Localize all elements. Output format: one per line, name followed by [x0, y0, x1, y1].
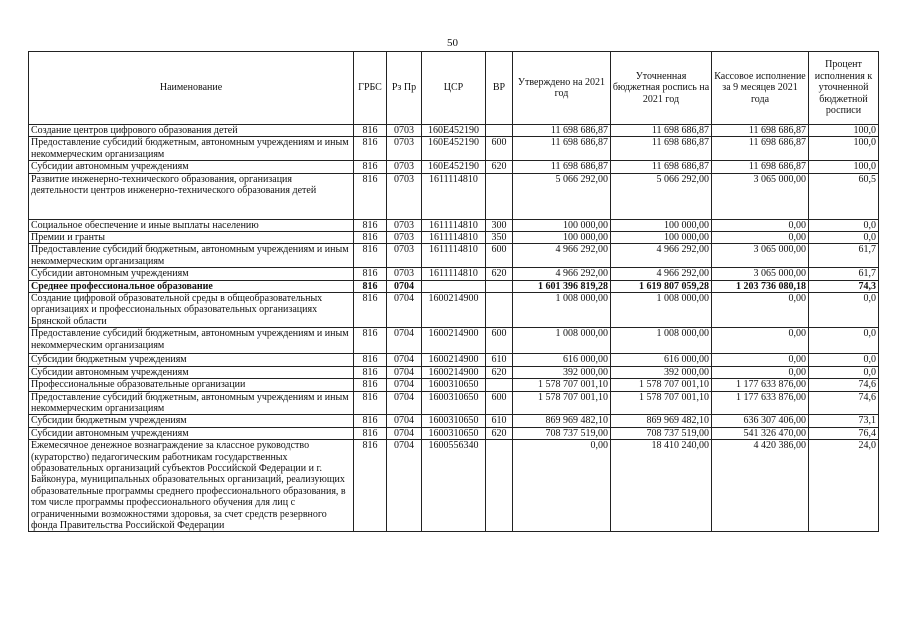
header-rzpr: Рз Пр: [387, 52, 422, 125]
cell-cash: 541 326 470,00: [712, 427, 809, 439]
cell-rzpr: 0704: [387, 354, 422, 366]
cell-grbs: 816: [354, 268, 387, 280]
cell-percent: 61,7: [809, 244, 879, 268]
cell-name: Развитие инженерно-технического образования, организация деятельности центров инженерно-технического образования детей: [29, 173, 354, 219]
header-grbs: ГРБС: [354, 52, 387, 125]
cell-vr: 600: [486, 328, 513, 354]
cell-refined: 708 737 519,00: [611, 427, 712, 439]
cell-approved: 4 966 292,00: [513, 244, 611, 268]
cell-grbs: 816: [354, 173, 387, 219]
cell-approved: 616 000,00: [513, 354, 611, 366]
table-row-section: [29, 280, 879, 292]
cell-vr: [486, 125, 513, 137]
cell-name: Социальное обеспечение и иные выплаты населению: [29, 219, 354, 231]
cell-approved: 4 966 292,00: [513, 268, 611, 280]
cell-cash: 11 698 686,87: [712, 125, 809, 137]
cell-refined: 1 578 707 001,10: [611, 379, 712, 391]
table-row: [29, 268, 879, 280]
cell-refined: 11 698 686,87: [611, 137, 712, 161]
cell-refined: 100 000,00: [611, 232, 712, 244]
cell-vr: 620: [486, 161, 513, 173]
cell-name: Премии и гранты: [29, 232, 354, 244]
cell-vr: 620: [486, 427, 513, 439]
cell-percent: 74,6: [809, 379, 879, 391]
cell-refined: 1 008 000,00: [611, 328, 712, 354]
page-number: 50: [447, 37, 458, 49]
cell-vr: 600: [486, 137, 513, 161]
cell-vr: 610: [486, 354, 513, 366]
cell-csr: 1600214900: [422, 366, 486, 378]
table-row: [29, 379, 879, 391]
cell-rzpr: 0703: [387, 219, 422, 231]
header-csr: ЦСР: [422, 52, 486, 125]
cell-csr: 160E452190: [422, 161, 486, 173]
cell-percent: 0,0: [809, 366, 879, 378]
cell-grbs: 816: [354, 280, 387, 292]
cell-vr: [486, 293, 513, 328]
cell-refined: 18 410 240,00: [611, 440, 712, 532]
cell-csr: 1600310650: [422, 427, 486, 439]
cell-name: Субсидии автономным учреждениям: [29, 268, 354, 280]
cell-refined: 1 578 707 001,10: [611, 391, 712, 415]
cell-name: Предоставление субсидий бюджетным, автономным учреждениям и иным некоммерческим организациям: [29, 391, 354, 415]
cell-vr: 600: [486, 391, 513, 415]
cell-approved: 1 578 707 001,10: [513, 379, 611, 391]
cell-refined: 11 698 686,87: [611, 125, 712, 137]
cell-refined: 5 066 292,00: [611, 173, 712, 219]
cell-grbs: 816: [354, 125, 387, 137]
table-row: [29, 161, 879, 173]
cell-cash: 0,00: [712, 328, 809, 354]
cell-percent: 74,6: [809, 391, 879, 415]
header-vr: ВР: [486, 52, 513, 125]
cell-cash: 1 203 736 080,18: [712, 280, 809, 292]
cell-rzpr: 0704: [387, 427, 422, 439]
header-approved: Утверждено на 2021 год: [513, 52, 611, 125]
table-row: [29, 415, 879, 427]
header-row: [29, 52, 879, 125]
cell-approved: 869 969 482,10: [513, 415, 611, 427]
cell-approved: 392 000,00: [513, 366, 611, 378]
table-row: [29, 137, 879, 161]
cell-cash: 1 177 633 876,00: [712, 379, 809, 391]
cell-cash: 11 698 686,87: [712, 137, 809, 161]
cell-percent: 100,0: [809, 137, 879, 161]
header-refined: Уточненная бюджетная роспись на 2021 год: [611, 52, 712, 125]
cell-grbs: 816: [354, 379, 387, 391]
cell-csr: 1600310650: [422, 391, 486, 415]
cell-approved: 0,00: [513, 440, 611, 532]
cell-rzpr: 0704: [387, 440, 422, 532]
cell-refined: 1 619 807 059,28: [611, 280, 712, 292]
cell-csr: 1611114810: [422, 219, 486, 231]
cell-csr: 1600310650: [422, 379, 486, 391]
table-row: [29, 354, 879, 366]
cell-approved: 100 000,00: [513, 219, 611, 231]
cell-vr: [486, 440, 513, 532]
cell-csr: 1600556340: [422, 440, 486, 532]
cell-name: Субсидии бюджетным учреждениям: [29, 415, 354, 427]
cell-rzpr: 0703: [387, 244, 422, 268]
cell-rzpr: 0704: [387, 391, 422, 415]
table-row: [29, 366, 879, 378]
table-row: [29, 232, 879, 244]
cell-name: Предоставление субсидий бюджетным, автономным учреждениям и иным некоммерческим организациям: [29, 137, 354, 161]
cell-csr: 160E452190: [422, 137, 486, 161]
cell-percent: 0,0: [809, 328, 879, 354]
cell-percent: 0,0: [809, 219, 879, 231]
cell-rzpr: 0703: [387, 268, 422, 280]
cell-rzpr: 0703: [387, 125, 422, 137]
cell-csr: 1600214900: [422, 293, 486, 328]
cell-cash: 0,00: [712, 366, 809, 378]
cell-grbs: 816: [354, 293, 387, 328]
cell-approved: 100 000,00: [513, 232, 611, 244]
cell-name: Профессиональные образовательные организации: [29, 379, 354, 391]
cell-name: Среднее профессиональное образование: [29, 280, 354, 292]
cell-cash: 0,00: [712, 232, 809, 244]
cell-approved: 11 698 686,87: [513, 161, 611, 173]
cell-csr: 1600214900: [422, 354, 486, 366]
cell-name: Ежемесячное денежное вознаграждение за классное руководство (кураторство) педагогическим работникам государственных образовательных организаций субъектов Российской Федерации и г. Байконура, муниципальных образовательных организаций, реализующих образовательные программы среднего профессионального образования, в том числе программы профессионального обучения для лиц с ограниченными возможностями здоровья, за счет средств резервного фонда Правительства Российской Федерации: [29, 440, 354, 532]
cell-csr: 1600214900: [422, 328, 486, 354]
cell-rzpr: 0704: [387, 379, 422, 391]
cell-vr: [486, 280, 513, 292]
cell-rzpr: 0703: [387, 232, 422, 244]
cell-grbs: 816: [354, 354, 387, 366]
cell-percent: 24,0: [809, 440, 879, 532]
cell-refined: 4 966 292,00: [611, 244, 712, 268]
cell-cash: 3 065 000,00: [712, 173, 809, 219]
cell-rzpr: 0704: [387, 328, 422, 354]
table-row: [29, 125, 879, 137]
cell-grbs: 816: [354, 244, 387, 268]
cell-approved: 11 698 686,87: [513, 125, 611, 137]
cell-vr: [486, 379, 513, 391]
cell-csr: [422, 280, 486, 292]
cell-name: Субсидии автономным учреждениям: [29, 161, 354, 173]
cell-name: Субсидии автономным учреждениям: [29, 427, 354, 439]
cell-cash: 0,00: [712, 219, 809, 231]
cell-grbs: 816: [354, 366, 387, 378]
cell-csr: 1611114810: [422, 232, 486, 244]
cell-approved: 1 008 000,00: [513, 328, 611, 354]
cell-refined: 1 008 000,00: [611, 293, 712, 328]
cell-refined: 616 000,00: [611, 354, 712, 366]
table-row: [29, 219, 879, 231]
cell-name: Предоставление субсидий бюджетным, автономным учреждениям и иным некоммерческим организациям: [29, 328, 354, 354]
cell-rzpr: 0704: [387, 280, 422, 292]
cell-refined: 100 000,00: [611, 219, 712, 231]
cell-name: Субсидии автономным учреждениям: [29, 366, 354, 378]
cell-percent: 0,0: [809, 232, 879, 244]
cell-vr: 620: [486, 366, 513, 378]
cell-refined: 4 966 292,00: [611, 268, 712, 280]
cell-vr: [486, 173, 513, 219]
cell-approved: 1 008 000,00: [513, 293, 611, 328]
cell-cash: 0,00: [712, 354, 809, 366]
cell-refined: 11 698 686,87: [611, 161, 712, 173]
cell-refined: 869 969 482,10: [611, 415, 712, 427]
table-row: [29, 427, 879, 439]
header-name: Наименование: [29, 52, 354, 125]
table-row: [29, 328, 879, 354]
cell-percent: 61,7: [809, 268, 879, 280]
cell-name: Предоставление субсидий бюджетным, автономным учреждениям и иным некоммерческим организациям: [29, 244, 354, 268]
table-row: [29, 391, 879, 415]
cell-approved: 11 698 686,87: [513, 137, 611, 161]
cell-approved: 708 737 519,00: [513, 427, 611, 439]
cell-csr: 1611114810: [422, 173, 486, 219]
cell-csr: 1611114810: [422, 244, 486, 268]
cell-approved: 1 601 396 819,28: [513, 280, 611, 292]
cell-vr: 610: [486, 415, 513, 427]
header-percent: Процент исполнения к уточненной бюджетной росписи: [809, 52, 879, 125]
cell-name: Создание центров цифрового образования детей: [29, 125, 354, 137]
cell-rzpr: 0703: [387, 137, 422, 161]
cell-percent: 76,4: [809, 427, 879, 439]
cell-cash: 0,00: [712, 293, 809, 328]
cell-cash: 3 065 000,00: [712, 244, 809, 268]
cell-csr: 1600310650: [422, 415, 486, 427]
cell-approved: 5 066 292,00: [513, 173, 611, 219]
cell-name: Субсидии бюджетным учреждениям: [29, 354, 354, 366]
cell-grbs: 816: [354, 137, 387, 161]
cell-grbs: 816: [354, 232, 387, 244]
table-row: [29, 244, 879, 268]
cell-vr: 300: [486, 219, 513, 231]
cell-rzpr: 0703: [387, 161, 422, 173]
table-row: [29, 293, 879, 328]
cell-grbs: 816: [354, 391, 387, 415]
cell-grbs: 816: [354, 440, 387, 532]
cell-csr: 160E452190: [422, 125, 486, 137]
cell-vr: 620: [486, 268, 513, 280]
header-cash: Кассовое исполнение за 9 месяцев 2021 года: [712, 52, 809, 125]
cell-vr: 600: [486, 244, 513, 268]
cell-cash: 3 065 000,00: [712, 268, 809, 280]
cell-cash: 636 307 406,00: [712, 415, 809, 427]
cell-rzpr: 0703: [387, 173, 422, 219]
cell-grbs: 816: [354, 219, 387, 231]
cell-grbs: 816: [354, 427, 387, 439]
budget-execution-table: [28, 51, 879, 532]
cell-rzpr: 0704: [387, 415, 422, 427]
cell-grbs: 816: [354, 161, 387, 173]
cell-percent: 100,0: [809, 125, 879, 137]
cell-percent: 0,0: [809, 354, 879, 366]
cell-vr: 350: [486, 232, 513, 244]
cell-grbs: 816: [354, 415, 387, 427]
cell-percent: 73,1: [809, 415, 879, 427]
cell-cash: 4 420 386,00: [712, 440, 809, 532]
cell-percent: 60,5: [809, 173, 879, 219]
table-row: [29, 173, 879, 219]
cell-csr: 1611114810: [422, 268, 486, 280]
cell-percent: 100,0: [809, 161, 879, 173]
cell-cash: 11 698 686,87: [712, 161, 809, 173]
cell-rzpr: 0704: [387, 293, 422, 328]
table-row: [29, 440, 879, 532]
cell-approved: 1 578 707 001,10: [513, 391, 611, 415]
cell-rzpr: 0704: [387, 366, 422, 378]
cell-cash: 1 177 633 876,00: [712, 391, 809, 415]
cell-percent: 0,0: [809, 293, 879, 328]
cell-name: Создание цифровой образовательной среды в общеобразовательных организациях и профессиональных образовательных организациях Брянской области: [29, 293, 354, 328]
cell-grbs: 816: [354, 328, 387, 354]
cell-percent: 74,3: [809, 280, 879, 292]
cell-refined: 392 000,00: [611, 366, 712, 378]
